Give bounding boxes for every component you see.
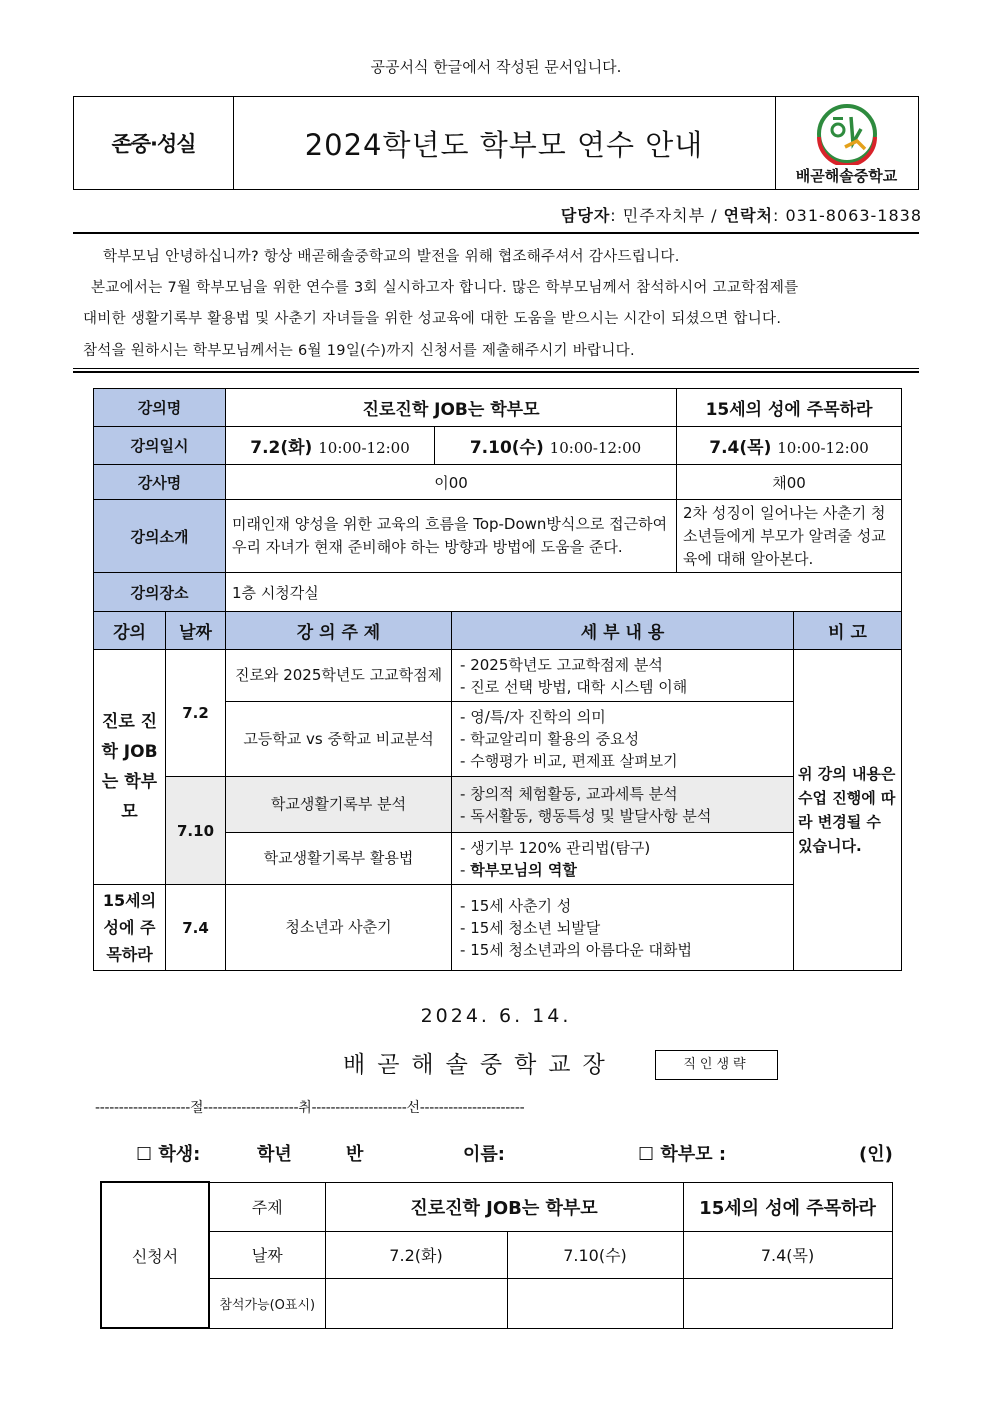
- contact-manager: : 민주자치부: [610, 206, 706, 225]
- intro-line-2: 본교에서는 7월 학부모님을 위한 연수를 3회 실시하고자 합니다. 많은 학부모님께서 참석하시어 고교학점제를: [91, 280, 799, 296]
- cut-line: --------------------절--------------------취--------------------선----------------------: [95, 1100, 525, 1116]
- group-puberty: 15세의 성에 주목하라: [94, 885, 166, 971]
- class-label: 반: [346, 1144, 364, 1165]
- label-lecture-datetime: 강의일시: [94, 427, 226, 465]
- detail-item: - 2025학년도 고교학점제 분석: [460, 654, 787, 676]
- lecture-intro-2: 2차 성징이 일어나는 사춘기 청소년들에게 부모가 알려줄 성교육에 대해 알아본다.: [677, 500, 902, 573]
- topic-label: 주제: [209, 1182, 325, 1231]
- detail-item: - 영/특/자 진학의 의미: [460, 706, 787, 728]
- instructor-2: 채00: [677, 465, 902, 500]
- apply-date-1: 7.2(화): [325, 1231, 507, 1278]
- topic-4: 학교생활기록부 활용법: [226, 833, 452, 885]
- school-logo-icon: [815, 103, 879, 165]
- lecture-name-1: 진로진학 JOB는 학부모: [226, 389, 677, 427]
- intro-line-3: 대비한 생활기록부 활용법 및 사춘기 자녀들을 위한 성교육에 대한 도움을 받으시는 시간이 되셨으면 합니다.: [83, 311, 782, 327]
- header-lecture: 강의: [94, 612, 166, 650]
- attend-cell-2[interactable]: [507, 1278, 683, 1328]
- date-7-4: 7.4: [166, 885, 226, 971]
- topic-5: 청소년과 사춘기: [226, 885, 452, 971]
- detail-item: - 창의적 체험활동, 교과세특 분석: [460, 783, 787, 805]
- detail-item: - 학교알리미 활용의 중요성: [460, 728, 787, 750]
- divider-mid: [73, 368, 919, 369]
- application-table: [100, 1181, 893, 1329]
- contact-phone: : 031-8063-1838: [773, 206, 922, 225]
- intro-line-4: 참석을 원하시는 학부모님께서는 6월 19일(수)까지 신청서를 제출해주시기 바랍니다.: [83, 343, 635, 359]
- detail-item: - 15세 청소년과의 아름다운 대화법: [460, 939, 787, 961]
- lecture-table: [93, 388, 902, 971]
- datetime-3: 7.4(목) 10:00-12:00: [677, 427, 902, 465]
- lecture-name-2: 15세의 성에 주목하라: [677, 389, 902, 427]
- header-topic: 강 의 주 제: [226, 612, 452, 650]
- grade-label: 학년: [257, 1144, 292, 1165]
- header-note: 비 고: [794, 612, 902, 650]
- group-career: 진로 진학 JOB는 학부모: [94, 650, 166, 885]
- label-instructor: 강사명: [94, 465, 226, 500]
- detail-item: - 15세 사춘기 성: [460, 895, 787, 917]
- details-2: [452, 702, 794, 777]
- details-4: [452, 833, 794, 885]
- topic-3: 학교생활기록부 분석: [226, 777, 452, 833]
- details-3: [452, 777, 794, 833]
- label-place: 강의장소: [94, 573, 226, 612]
- apply-topic-1: 진로진학 JOB는 학부모: [325, 1182, 683, 1231]
- school-motto: 존중·성실: [74, 97, 234, 189]
- name-label: 이름:: [463, 1144, 505, 1165]
- instructor-1: 이00: [226, 465, 677, 500]
- attend-cell-1[interactable]: [325, 1278, 507, 1328]
- divider-top: [73, 232, 919, 234]
- date-7-2: 7.2: [166, 650, 226, 777]
- datetime-1: 7.2(화) 10:00-12:00: [226, 427, 435, 465]
- header-box: [73, 96, 919, 190]
- seal-box: 직인생략: [655, 1050, 778, 1080]
- principal-name: 배곧해솔중학교장: [343, 1052, 617, 1078]
- details-1: [452, 650, 794, 702]
- contact-line: [561, 203, 922, 226]
- schedule-note: 위 강의 내용은 수업 진행에 따라 변경될 수 있습니다.: [794, 650, 902, 971]
- issue-date: 2024. 6. 14.: [420, 1005, 572, 1027]
- label-lecture-name: 강의명: [94, 389, 226, 427]
- detail-item: - 수행평가 비교, 편제표 살펴보기: [460, 750, 787, 772]
- topic-1: 진로와 2025학년도 고교학점제: [226, 650, 452, 702]
- detail-item: - 진로 선택 방법, 대학 시스템 이해: [460, 676, 787, 698]
- parent-checkbox-label[interactable]: ☐ 학부모 :: [638, 1144, 727, 1165]
- detail-item: - 독서활동, 행동특성 및 발달사항 분석: [460, 805, 787, 827]
- detail-item: - 학부모님의 역할: [460, 859, 787, 881]
- contact-label-manager: 담당자: [560, 206, 611, 225]
- detail-item: - 생기부 120% 관리법(탐구): [460, 837, 787, 859]
- details-5: [452, 885, 794, 971]
- student-checkbox-label[interactable]: ☐ 학생:: [136, 1144, 201, 1165]
- date-label: 날짜: [209, 1231, 325, 1278]
- application-title: 신청서: [101, 1182, 209, 1328]
- lecture-place: 1층 시청각실: [226, 573, 902, 612]
- attend-label: 참석가능(O표시): [209, 1278, 325, 1328]
- divider-mid-2: [73, 371, 919, 373]
- date-7-10: 7.10: [166, 777, 226, 885]
- lecture-intro-1: 미래인재 양성을 위한 교육의 흐름을 Top-Down방식으로 접근하여 우리 자녀가 현재 준비해야 하는 방향과 방법에 도움을 준다.: [226, 500, 677, 573]
- detail-item: - 15세 청소년 뇌발달: [460, 917, 787, 939]
- intro-line-1: 학부모님 안녕하십니까? 항상 배곧해솔중학교의 발전을 위해 협조해주셔서 감사드립니다.: [103, 249, 680, 265]
- header-date: 날짜: [166, 612, 226, 650]
- signature-label: (인): [859, 1144, 893, 1165]
- header-details: 세 부 내 용: [452, 612, 794, 650]
- contact-separator: /: [711, 206, 718, 225]
- topic-2: 고등학교 vs 중학교 비교분석: [226, 702, 452, 777]
- apply-topic-2: 15세의 성에 주목하라: [683, 1182, 892, 1231]
- attend-cell-3[interactable]: [683, 1278, 892, 1328]
- school-logo-text: 배곧해솔중학교: [795, 167, 898, 185]
- document-title: 2024학년도 학부모 연수 안내: [233, 97, 776, 189]
- school-logo: [775, 97, 918, 189]
- apply-date-2: 7.10(수): [507, 1231, 683, 1278]
- contact-label-phone: 연락처: [723, 206, 773, 225]
- document-notice: 공공서식 한글에서 작성된 문서입니다.: [370, 58, 622, 76]
- apply-date-3: 7.4(목): [683, 1231, 892, 1278]
- label-lecture-intro: 강의소개: [94, 500, 226, 573]
- datetime-2: 7.10(수) 10:00-12:00: [435, 427, 677, 465]
